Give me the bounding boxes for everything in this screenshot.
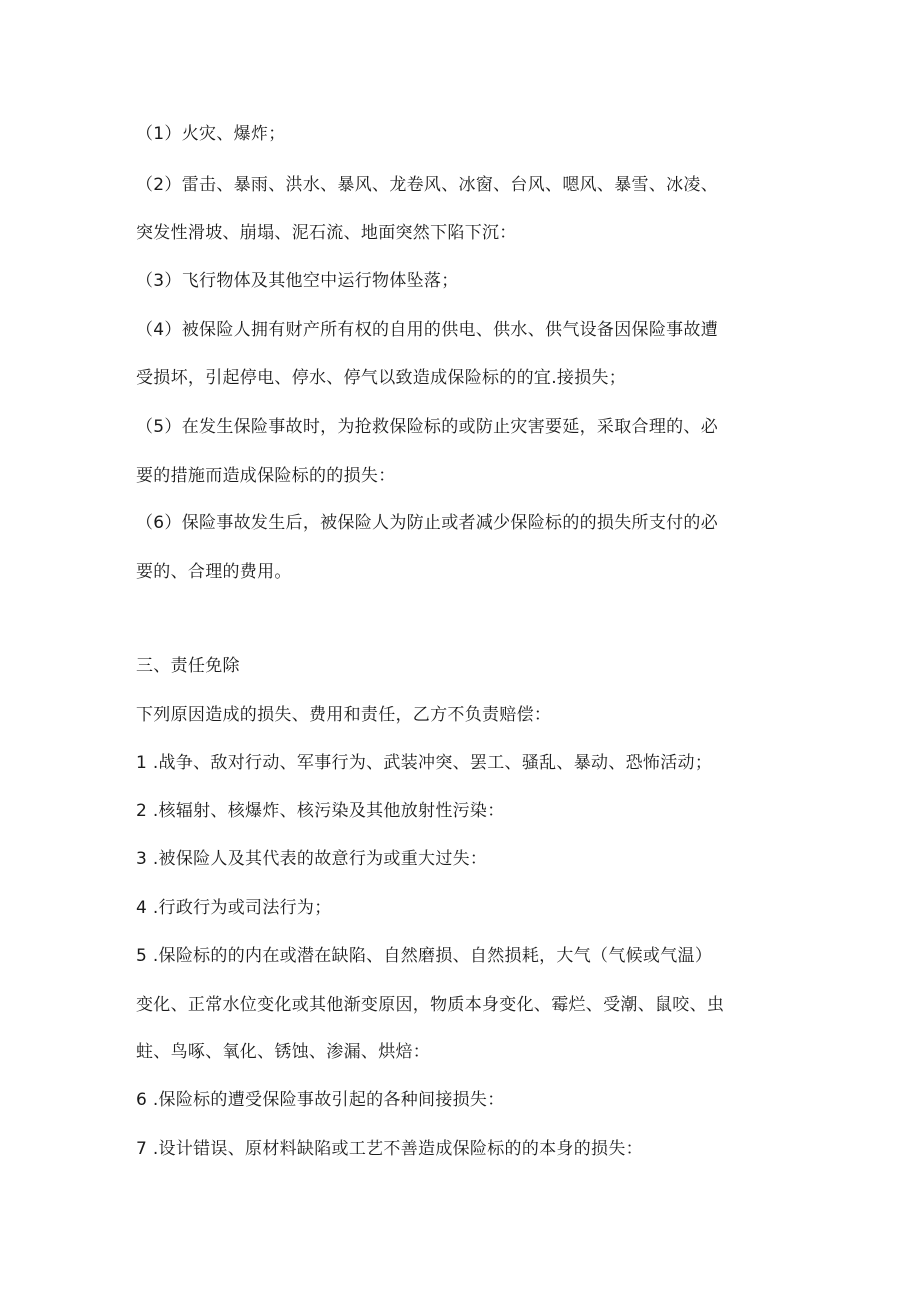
coverage-item-6-line-1: （6）保险事故发生后，被保险人为防止或者减少保险标的的损失所支付的必 (136, 513, 719, 533)
coverage-item-3-line-1: （3）飞行物体及其他空中运行物体坠落； (136, 271, 459, 291)
exclusion-item-5-line-1: 5 .保险标的的内在或潜在缺陷、自然磨损、自然损耗，大气（气候或气温） (136, 946, 713, 966)
coverage-item-2-line-2: 突发性滑坡、崩塌、泥石流、地面突然下陷下沉： (136, 223, 517, 243)
coverage-item-2-line-1: （2）雷击、暴雨、洪水、暴风、龙卷风、冰窗、台风、嗯风、暴雪、冰凌、 (136, 175, 719, 195)
exclusion-item-4-line-1: 4 .行政行为或司法行为； (136, 898, 332, 918)
section-intro: 下列原因造成的损失、费用和责任，乙方不负责赔偿： (136, 705, 552, 725)
coverage-item-1-line-1: （1）火灾、爆炸； (136, 124, 286, 144)
coverage-item-5-line-1: （5）在发生保险事故时，为抢救保险标的或防止灾害要延，采取合理的、必 (136, 417, 719, 437)
section-heading: 三、责任免除 (136, 656, 240, 676)
exclusion-item-5-line-3: 蛀、鸟啄、氧化、锈蚀、渗漏、烘焙： (136, 1042, 431, 1062)
coverage-item-4-line-2: 受损坏，引起停电、停水、停气以致造成保险标的的宜.接损失； (136, 368, 627, 388)
exclusion-item-5-line-2: 变化、正常水位变化或其他渐变原因，物质本身变化、霉烂、受潮、鼠咬、虫 (136, 995, 725, 1015)
exclusion-item-7-line-1: 7 .设计错误、原材料缺陷或工艺不善造成保险标的的本身的损失： (136, 1139, 643, 1159)
coverage-item-5-line-2: 要的措施而造成保险标的的损失： (136, 466, 396, 486)
coverage-item-6-line-2: 要的、合理的费用。 (136, 562, 292, 582)
exclusion-item-6-line-1: 6 .保险标的遭受保险事故引起的各种间接损失： (136, 1090, 505, 1110)
exclusion-item-1-line-1: 1 .战争、敌对行动、军事行为、武装冲突、罢工、骚乱、暴动、恐怖活动； (136, 753, 713, 773)
coverage-item-4-line-1: （4）被保险人拥有财产所有权的自用的供电、供水、供气设备因保险事故遭 (136, 320, 719, 340)
exclusion-item-3-line-1: 3 .被保险人及其代表的故意行为或重大过失： (136, 849, 488, 869)
exclusion-item-2-line-1: 2 .核辐射、核爆炸、核污染及其他放射性污染： (136, 801, 505, 821)
